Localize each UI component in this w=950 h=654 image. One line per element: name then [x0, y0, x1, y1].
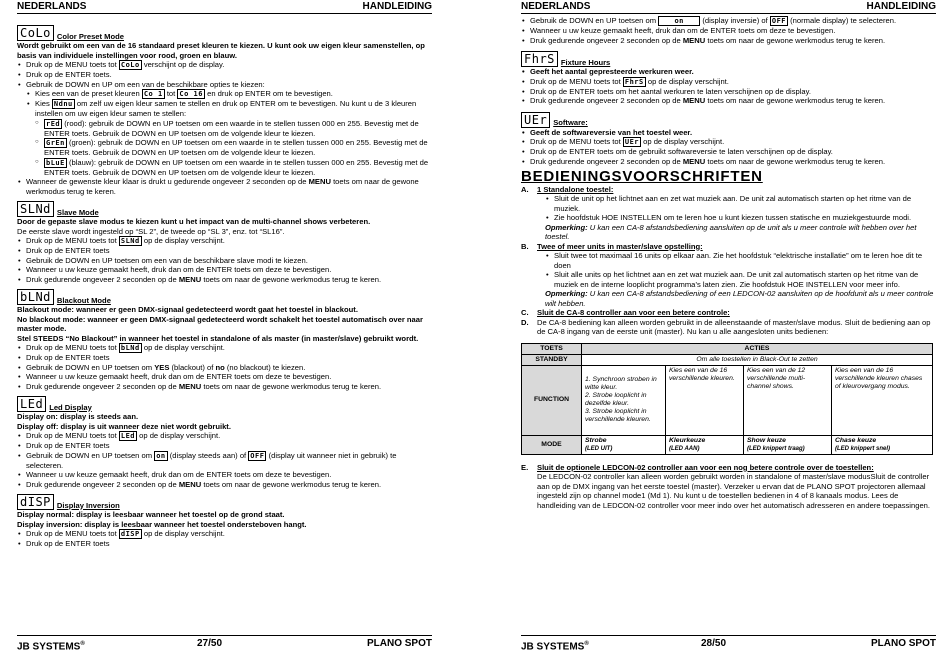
list-item: • Geeft de softwareversie van het toestel weer.	[521, 128, 936, 138]
color-preset-steps	[17, 60, 432, 89]
list-item: • Gebruik de DOWN en UP toetsen om on (display inversie) of OFF (normale display) te selecteren.	[521, 16, 936, 26]
left-content	[17, 24, 432, 549]
list-item: • Sluit alle units op het lichtnet aan en zet wat muziek aan. De unit zal automatisch starten op het ritme van de muziek en de interne looplicht programma’s laten zien. Zie hoofdstuk HOE INSTELLEN voor meer info.	[545, 270, 936, 289]
lcd-slnd-icon: SLNd	[17, 201, 54, 217]
lcd-ver-icon: UEr	[624, 138, 640, 146]
slave-mode-title: Slave Mode	[56, 207, 99, 217]
display-inversion-title: Display Inversion	[56, 500, 120, 510]
list-item: • Druk op de MENU toets tot LEd op de display verschijnt.	[17, 431, 432, 441]
lcd-colo-icon: CoLo	[120, 61, 140, 69]
list-item: • Kies een van de preset kleuren Co 1 tot Co 16 en druk op ENTER om te bevestigen.	[26, 89, 432, 99]
lcd-disp-icon: dISP	[17, 494, 54, 510]
color-preset-title: Color Preset Mode	[56, 31, 124, 41]
list-item: • Wanneer u uw keuze gemaakt heeft, druk dan om de ENTER toets om deze te bevestigen.	[17, 470, 432, 480]
table-row-label: MODE	[522, 435, 582, 454]
software-title: Software:	[553, 118, 588, 127]
list-item: • Sluit twee tot maximaal 16 units op elkaar aan. Zie het hoofdstuk “elektrische installatie” om te leren hoe dit te doen	[545, 251, 936, 270]
blackout-mode-heading	[17, 289, 432, 305]
led-display-title: Led Display	[49, 402, 92, 412]
list-item: • Druk op de ENTER toets om het aantal werkuren te laten verschijnen op de display.	[521, 87, 936, 97]
lcd-fhrs-icon: FhrS	[624, 77, 644, 86]
table-header: TOETS	[522, 343, 582, 354]
list-item: • Wanneer u uw keuze gemaakt heeft, druk dan om de ENTER toets om deze te bevestigen.	[17, 265, 432, 275]
right-page	[521, 0, 936, 654]
list-item: • Wanneer de gewenste kleur klaar is drukt u gedurende ongeveer 2 seconden op de MENU toets om naar de gewone werkmodus terug te keren.	[17, 177, 432, 196]
footer-model: PLANO SPOT	[366, 638, 432, 649]
lcd-led-icon: LEd	[17, 396, 46, 412]
list-item: • Zie hoofdstuk HOE INSTELLEN om te leren hoe u kunt kiezen tussen statische en muziekgestuurde modi.	[545, 213, 936, 223]
table-cell: 1. Synchroon stroben in witte kleur. 2. Strobe looplicht in dezelfde kleur. 3. Strobe looplicht in verschillende kleuren.	[582, 365, 666, 435]
table-row-label: STANDBY	[522, 354, 582, 365]
lcd-green-icon: GrEn	[46, 139, 65, 147]
table-cell: Om alle toestellen in Black-Out te zetten	[582, 354, 933, 365]
lcd-co16-icon: Co 16	[179, 90, 203, 98]
list-item: • Druk gedurende ongeveer 2 seconden op de MENU toets om naar de gewone werkmodus terug te keren.	[521, 96, 936, 106]
slave-intro: Door de gepaste slave modus te kiezen kunt u het impact van de multi-channel shows verbeteren.	[17, 217, 371, 226]
slave-steps	[17, 236, 432, 284]
display-inversion-heading	[17, 494, 432, 510]
color-preset-end	[17, 177, 432, 196]
list-item: • Druk op de ENTER toets	[17, 539, 432, 549]
disp-steps	[17, 529, 432, 549]
led-desc: Display off: display is uit wanneer deze niet wordt gebruikt.	[17, 421, 231, 431]
list-item: • Druk op de ENTER toets	[17, 353, 432, 363]
table-cell: Kleurkeuze (LED AAN)	[666, 435, 744, 454]
list-item: • Gebruik de DOWN en UP toetsen om YES (blackout) of no (no blackout) te kiezen.	[17, 363, 432, 373]
footer-brand: JB SYSTEMS®	[17, 641, 85, 653]
lcd-slnd-icon: SLNd	[120, 237, 140, 245]
list-item: • Kies Ndnu om zelf uw eigen kleur samen te stellen en druk op ENTER om te bevestigen. Nu kunt u de 3 kleuren instellen om uw eigen kleur samen te stellen:	[26, 99, 432, 119]
list-item: • Druk op de ENTER toets om de gebruikt softwareversie te laten verschijnen op de display.	[521, 147, 936, 157]
fixture-hours-heading	[521, 51, 936, 67]
list-item: • Druk gedurende ongeveer 2 seconden op de MENU toets om naar de gewone werkmodus terug te keren.	[17, 275, 432, 285]
page-number: 27/50	[197, 638, 223, 649]
table-row-label: FUNCTION	[522, 365, 582, 435]
list-item: • Druk op de MENU toets tot bLNd op de display verschijnt.	[17, 343, 432, 353]
table-cell: Kies een van de 16 verschillende kleuren.	[666, 365, 744, 435]
footer-brand: JB SYSTEMS®	[521, 641, 589, 653]
lcd-blnd-icon: bLNd	[120, 344, 140, 352]
lcd-on-icon: on	[156, 451, 166, 460]
slave-note: De eerste slave wordt ingesteld op “SL 2”, de tweede op “SL 3”, enz. tot “SL16”.	[17, 226, 285, 236]
list-item: • Gebruik de DOWN en UP toetsen om een van de beschikbare slave modi te kiezen.	[17, 256, 432, 266]
table-cell: Kies een van de 12 verschillende multi-channel shows.	[744, 365, 832, 435]
lcd-led-icon: LEd	[120, 432, 136, 440]
note: Opmerking: U kan een CA-8 afstandsbediening aansluiten op de unit als u meer controle wilt hebben over het toestel.	[545, 222, 917, 241]
list-item: • Druk op de MENU toets tot UEr op de display verschijnt.	[521, 137, 936, 147]
blackout-steps	[17, 343, 432, 391]
table-cell: Show keuze (LED knippert traag)	[744, 435, 832, 454]
disp-steps-continued	[521, 16, 936, 45]
header-title: HANDLEIDING	[362, 1, 432, 12]
lcd-co1-icon: Co 1	[143, 90, 163, 98]
lcd-off-icon: OFF	[771, 17, 787, 25]
page-footer	[17, 635, 432, 653]
list-item: • Druk op de MENU toets tot SLNd op de display verschijnt.	[17, 236, 432, 246]
lcd-blue-icon: bLuE	[46, 158, 65, 167]
disp-desc: Display inversion: display is leesbaar wanneer het toestel ondersteboven hangt.	[17, 519, 307, 529]
list-item: • Druk op de MENU toets tot CoLo verschijnt op de display.	[17, 60, 432, 70]
lcd-blnd-icon: bLNd	[17, 289, 54, 305]
list-item: • Gebruik de DOWN en UP om een van de beschikbare opties te kiezen:	[17, 80, 432, 90]
blackout-mode-title: Blackout Mode	[56, 295, 111, 305]
color-preset-intro: Wordt gebruikt om een van de 16 standaard preset kleuren te kiezen. U kunt ook uw eigen kleur samenstellen, op basis van individuele instellingen voor rood, groen en blauw.	[17, 41, 425, 60]
list-item: • Sluit de unit op het lichtnet aan en zet wat muziek aan. De unit zal automatisch starten op het ritme van de muziek.	[545, 194, 936, 213]
page-number: 28/50	[701, 638, 727, 649]
section-c: C. Sluit de CA-8 controller aan voor een betere controle:	[521, 308, 730, 317]
page-header	[17, 0, 432, 14]
lcd-fhrs-icon: FhrS	[521, 51, 558, 67]
lcd-ver-icon: UEr	[521, 112, 550, 128]
list-item: ○ GrEn (groen): gebruik de DOWN en UP toetsen om een waarde in te stellen tussen 000 en 255. Bevestig met de ENTER toets. Gebruik de DOWN en UP toetsen om de volgende kleur te kiezen.	[35, 138, 432, 158]
left-page	[17, 0, 432, 654]
list-item: • Druk gedurende ongeveer 2 seconden op de MENU toets om naar de gewone werkmodus terug te keren.	[521, 157, 936, 167]
blackout-desc: Stel STEEDS “No Blackout” in wanneer het toestel in standalone of als master (in master/slave) gebruikt wordt.	[17, 333, 419, 343]
list-item: ○ rEd (rood): gebruik de DOWN en UP toetsen om een waarde in te stellen tussen 000 en 255. Bevestig met de ENTER toets. Gebruik de DOWN en UP toetsen om de volgende kleur te kiezen.	[35, 119, 432, 139]
list-item: • Druk gedurende ongeveer 2 seconden op de MENU toets om naar de gewone werkmodus terug te keren.	[17, 382, 432, 392]
fixture-hours-title: Fixture Hours	[560, 57, 611, 67]
table-cell: Chase keuze (LED knippert snel)	[832, 435, 933, 454]
section-b: B. Twee of meer units in master/slave opstelling: • Sluit twee tot maximaal 16 units op elkaar aan. Zie het hoofdstuk “elektrische installatie” om te leren hoe dit te doen • Sluit alle units op het lichtnet aan en zet wat muziek aan. De unit zal automatisch starten op het ritme van de muziek en de interne looplicht programma’s laten zien. Zie hoofdstuk HOE INSTELLEN voor meer info. Opmerking: U kan een CA-8 afstandsbediening of een LEDCON-02 aansluiten op de hoofdunit als u meer controle wilt hebben.	[521, 242, 936, 309]
list-item: • Gebruik de DOWN en UP toetsen om on (display steeds aan) of OFF (display uit wanneer niet in gebruik) te selecteren.	[17, 451, 432, 471]
hours-steps	[521, 67, 936, 106]
slave-mode-heading	[17, 201, 432, 217]
actions-table	[521, 343, 933, 455]
rgb-options	[17, 119, 432, 178]
software-steps	[521, 128, 936, 167]
note: Opmerking: U kan een CA-8 afstandsbediening of een LEDCON-02 aansluiten op de hoofdunit als u meer controle wilt hebben.	[545, 289, 934, 308]
lcd-disp-icon: dISP	[120, 530, 140, 538]
section-title: BEDIENINGSVOORSCHRIFTEN	[521, 168, 763, 185]
list-item: • Druk gedurende ongeveer 2 seconden op de MENU toets om naar de gewone werkmodus terug te keren.	[17, 480, 432, 490]
list-item: • Druk op de ENTER toets.	[17, 70, 432, 80]
blackout-desc: Blackout mode: wanneer er geen DMX-signaal gedetecteerd wordt gaat het toestel in blackout.	[17, 305, 358, 314]
led-steps	[17, 431, 432, 489]
software-heading	[521, 112, 936, 128]
list-item: • Druk gedurende ongeveer 2 seconden op de MENU toets om naar de gewone werkmodus terug te keren.	[521, 36, 936, 46]
list-item: • Druk op de ENTER toets	[17, 441, 432, 451]
blackout-desc: No blackout mode: wanneer er geen DMX-signaal gedetecteerd wordt schakelt het toestel automatisch over naar master mode.	[17, 314, 423, 333]
lcd-off-icon: OFF	[250, 451, 265, 460]
list-item: • Druk op de MENU toets tot dISP op de display verschijnt.	[17, 529, 432, 539]
lcd-red-icon: rEd	[46, 119, 61, 128]
header-language: NEDERLANDS	[17, 1, 87, 12]
section-e: E. Sluit de optionele LEDCON-02 controller aan voor een nog betere controle over de toestellen: De LEDCON-02 controller kan alleen worden gebruikt worden in standalone of master/slave modusSluit de controller aan op de DMX ingang van het eerste toestel (master). Verzeker u ervan dat de PLANO SPOT projectoren allemaal ingesteld zijn op channel mode1 (Md 1). Nu kunt u de toestellen bedienen in 4 of 8 kanaals modus. Lees de handleiding van de LEDCON-02 controller voor meer indo over het automatisch adresseren en andere toepassingen.	[521, 462, 930, 510]
list-item: • Druk op de ENTER toets	[17, 246, 432, 256]
color-preset-heading	[17, 25, 432, 41]
led-display-heading	[17, 396, 432, 412]
section-d: D. De CA-8 bediening kan alleen worden gebruikt in de alleenstaande of master/slave modus. Sluit de bediening aan op de CA-8 ingang van de eerste unit (master). Nu kan u alle aangesloten units bedienen:	[521, 317, 931, 336]
lcd-on-icon: on	[658, 16, 700, 26]
right-content	[521, 16, 936, 510]
header-title: HANDLEIDING	[866, 1, 936, 12]
page-header	[521, 0, 936, 14]
led-desc: Display on: display is steeds aan.	[17, 412, 139, 421]
section-a: A. 1 Standalone toestel: • Sluit de unit op het lichtnet aan en zet wat muziek aan. De unit zal automatisch starten op het ritme van de muziek. • Zie hoofdstuk HOE INSTELLEN om te leren hoe u kunt kiezen tussen statische en muziekgestuurde modi. Opmerking: U kan een CA-8 afstandsbediening aansluiten op de unit als u meer controle wilt hebben over het toestel.	[521, 185, 936, 242]
table-header: ACTIES	[582, 343, 933, 354]
header-language: NEDERLANDS	[521, 1, 591, 12]
color-options	[17, 89, 432, 119]
footer-model: PLANO SPOT	[870, 638, 936, 649]
page-footer	[521, 635, 936, 653]
table-cell: Strobe (LED UIT)	[582, 435, 666, 454]
disp-desc: Display normal: display is leesbaar wanneer het toestel op de grond staat.	[17, 510, 285, 519]
list-item: ○ bLuE (blauw): gebruik de DOWN en UP toetsen om een waarde in te stellen tussen 000 en 255. Bevestig met de ENTER toets. Gebruik de DOWN en UP toetsen om de volgende kleur te kiezen.	[35, 158, 432, 178]
list-item: • Wanneer u uw keuze gemaakt heeft, druk dan om de ENTER toets om deze te bevestigen.	[521, 26, 936, 36]
lcd-ndnu-icon: Ndnu	[53, 100, 73, 108]
list-item: • Wanneer u uw keuze gemaakt heeft, druk dan om de ENTER toets om deze te bevestigen.	[17, 372, 432, 382]
table-cell: Kies een van de 16 verschillende kleuren chases of kleurovergang modus.	[832, 365, 933, 435]
lcd-colo-icon: CoLo	[17, 25, 54, 41]
list-item: • Druk op de MENU toets tot FhrS op de display verschijnt.	[521, 77, 936, 87]
list-item: • Geeft het aantal gepresteerde werkuren weer.	[521, 67, 936, 77]
